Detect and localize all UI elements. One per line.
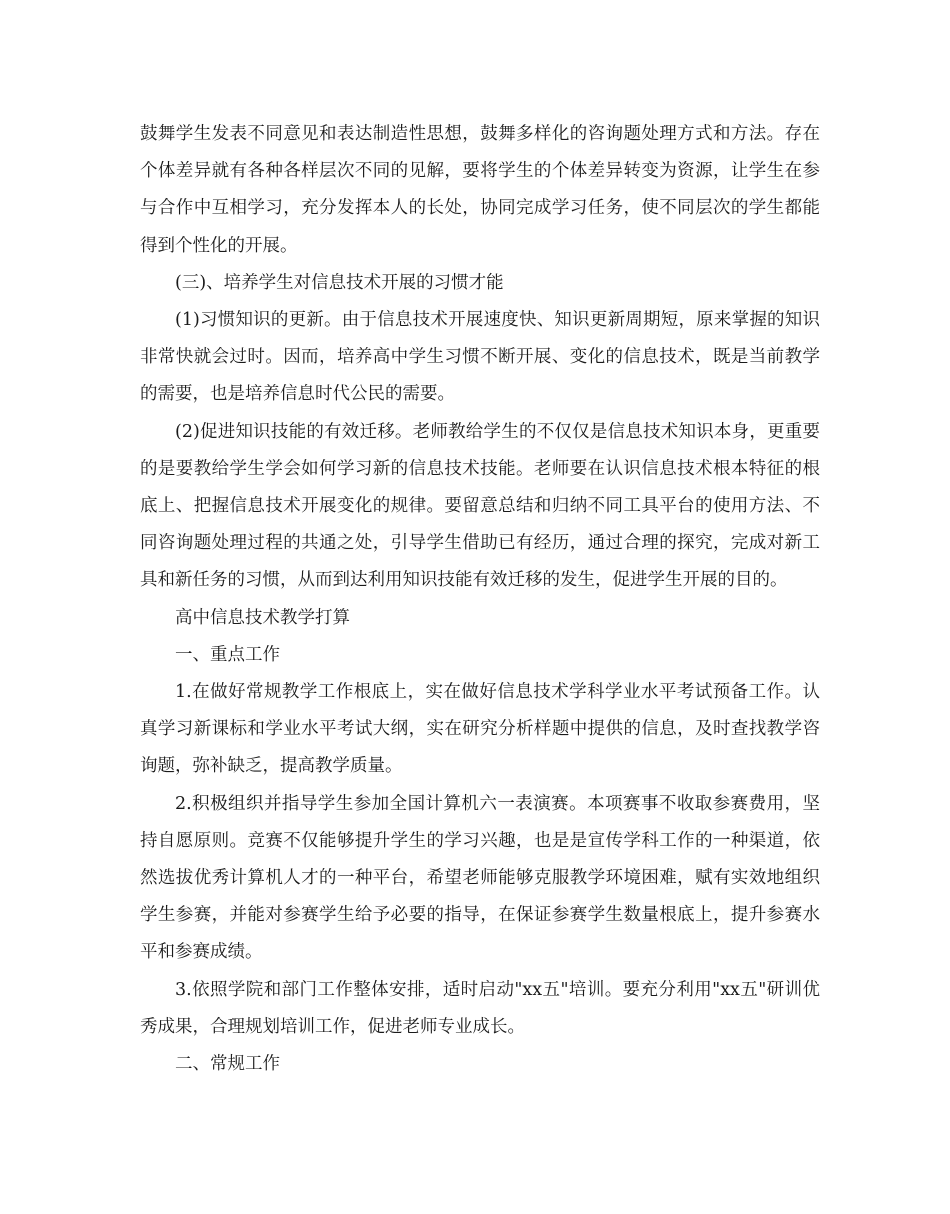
section-heading-key-work: 一、重点工作 — [175, 644, 280, 665]
paragraph-item-3: 3.依照学院和部门工作整体安排，适时启动"xx五"培训。要充分利用"xx五"研训优秀成果，合理规划培训工作，促进老师专业成长。 — [140, 979, 820, 1037]
document-body — [140, 116, 820, 1083]
paragraph-item-1: 1.在做好常规教学工作根底上，实在做好信息技术学科学业水平考试预备工作。认真学习新课标和学业水平考试大纲，实在研究分析样题中提供的信息，及时查找教学咨询题，弥补缺乏，提高教学质量。 — [140, 682, 820, 777]
section-heading-routine-work: 二、常规工作 — [175, 1054, 280, 1075]
paragraph-knowledge-update: (1)习惯知识的更新。由于信息技术开展速度快、知识更新周期短，原来掌握的知识非常快就会过时。因而，培养高中学生习惯不断开展、变化的信息技术，既是当前教学的需要，也是培养信息时代公民的需要。 — [140, 310, 820, 405]
document-title: 高中信息技术教学打算 — [175, 607, 350, 628]
paragraph-item-2: 2.积极组织并指导学生参加全国计算机六一表演赛。本项赛事不收取参赛费用，坚持自愿原则。竞赛不仅能够提升学生的学习兴趣，也是是宣传学科工作的一种渠道，依然选拔优秀计算机人才的一种平台，希望老师能够克服教学环境困难，赋有实效地组织学生参赛，并能对参赛学生给予必要的指导，在保证参赛学生数量根底上，提升参赛水平和参赛成绩。 — [140, 793, 820, 963]
paragraph-skill-transfer: (2)促进知识技能的有效迁移。老师教给学生的不仅仅是信息技术知识本身，更重要的是要教给学生学会如何学习新的信息技术技能。老师要在认识信息技术根本特征的根底上、把握信息技术开展变化的规律。要留意总结和归纳不同工具平台的使用方法、不同咨询题处理过程的共通之处，引导学生借助已有经历，通过合理的探究，完成对新工具和新任务的习惯，从而到达利用知识技能有效迁移的发生，促进学生开展的目的。 — [140, 421, 820, 591]
paragraph-encourage-students: 鼓舞学生发表不同意见和表达制造性思想，鼓舞多样化的咨询题处理方式和方法。存在个体差异就有各种各样层次不同的见解，要将学生的个体差异转变为资源，让学生在参与合作中互相学习，充分发挥本人的长处，协同完成学习任务，使不同层次的学生都能得到个性化的开展。 — [140, 124, 820, 256]
section-heading-three: (三)、培养学生对信息技术开展的习惯才能 — [175, 272, 504, 293]
